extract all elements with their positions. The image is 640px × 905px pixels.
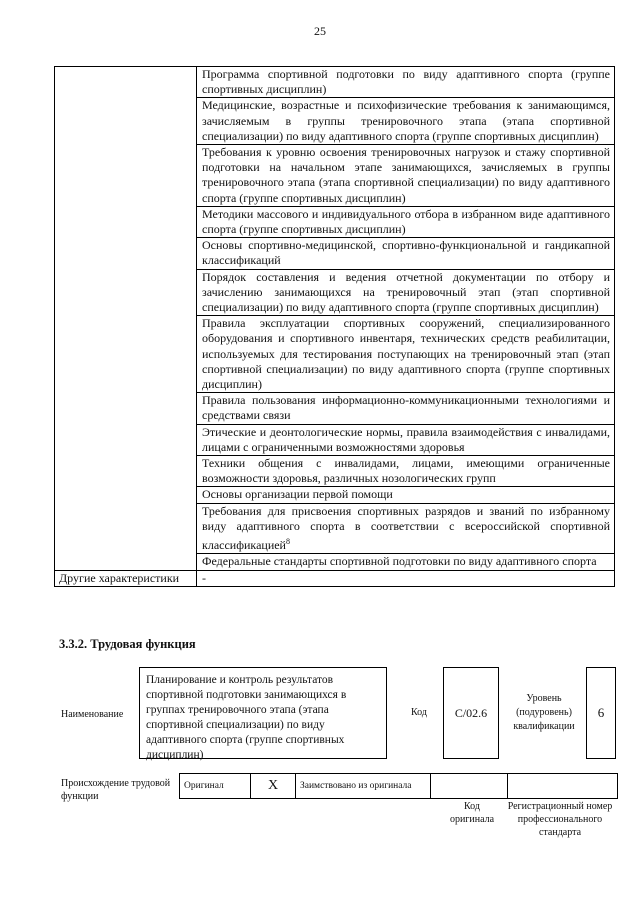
requirement-item: Правила пользования информационно-коммуникационными технологиями и средствами связи: [197, 393, 615, 424]
level-label: Уровень (подуровень) квалификации: [513, 693, 575, 732]
requirement-item: Основы организации первой помощи: [197, 487, 615, 503]
requirement-item: [197, 503, 615, 554]
requirement-item: Этические и деонтологические нормы, правила взаимодействия с инвалидами, лицами с ограниченными возможностями здоровья: [197, 424, 615, 455]
requirement-text: Требования для присвоения спортивных разрядов и званий по избранному виду адаптивного спорта в соответствии с всероссийской спортивной классификацией: [202, 503, 610, 553]
origin-table: [179, 773, 618, 799]
requirement-item: Программа спортивной подготовки по виду адаптивного спорта (группе спортивных дисциплин): [197, 67, 615, 98]
original-cell: Оригинал: [180, 774, 251, 799]
borrowed-cell: Заимствовано из оригинала: [296, 774, 431, 799]
requirement-item: Техники общения с инвалидами, лицами, имеющими ограниченные возможности здоровья, различных нозологических групп: [197, 456, 615, 487]
knowledge-label-cell: [55, 67, 197, 571]
code-label: Код: [411, 707, 427, 718]
requirement-item: Методики массового и индивидуального отбора в избранном виде адаптивного спорта (группе спортивных дисциплин): [197, 206, 615, 237]
requirement-item: Федеральные стандарты спортивной подготовки по виду адаптивного спорта: [197, 554, 615, 570]
requirement-item: Порядок составления и ведения отчетной документации по отбору и зачислению занимающихся на тренировочный этап (этап спортивной специализации) по виду адаптивного спорта (группе спортивных дисциплин): [197, 269, 615, 316]
section-title: 3.3.2. Трудовая функция: [59, 637, 196, 651]
level-box: 6: [586, 667, 616, 759]
knowledge-table: [54, 66, 615, 587]
function-name-box: Планирование и контроль результатов спортивной подготовки занимающихся в группах тренировочного этапа (этапа спортивной специализации) по виду адаптивного спорта (группе спортивных дисциплин): [139, 667, 387, 759]
other-characteristics-value: -: [197, 570, 615, 586]
name-label: Наименование: [61, 709, 124, 720]
code-original-caption: Код оригинала: [449, 801, 495, 825]
requirement-item: Основы спортивно-медицинской, спортивно-функциональной и гандикапной классификаций: [197, 238, 615, 269]
page-number: 25: [314, 24, 326, 38]
requirement-item: Требования к уровню освоения тренировочных нагрузок и стажу спортивной подготовки на начальном этапе занимающихся, зачисляемых в группы тренировочного этапа (этапа спортивной специализации) по виду адаптивного спорта (группе спортивных дисциплин): [197, 145, 615, 207]
origin-label-text: Происхождение трудовой функции: [61, 778, 171, 802]
other-characteristics-label: Другие характеристики: [55, 570, 197, 586]
original-code-cell: [431, 774, 508, 799]
requirement-item: Правила эксплуатации спортивных сооружений, специализированного оборудования и спортивного инвентаря, технических средств реабилитации, используемых для тестирования поступающих на тренировочный этап (этап спортивной специализации) по виду адаптивного спорта (группе спортивных дисциплин): [197, 316, 615, 393]
requirement-item: Медицинские, возрастные и психофизические требования к занимающимся, зачисляемым в группы тренировочного этапа (этапа спортивной специализации) по виду адаптивного спорта (группе спортивных дисциплин): [197, 98, 615, 145]
original-mark: X: [251, 774, 296, 799]
function-code-box: C/02.6: [443, 667, 499, 759]
registration-number-caption: Регистрационный номер профессионального стандарта: [507, 801, 613, 838]
footnote-mark: 8: [285, 537, 290, 547]
registration-number-cell: [508, 774, 618, 799]
origin-label: [61, 777, 171, 803]
